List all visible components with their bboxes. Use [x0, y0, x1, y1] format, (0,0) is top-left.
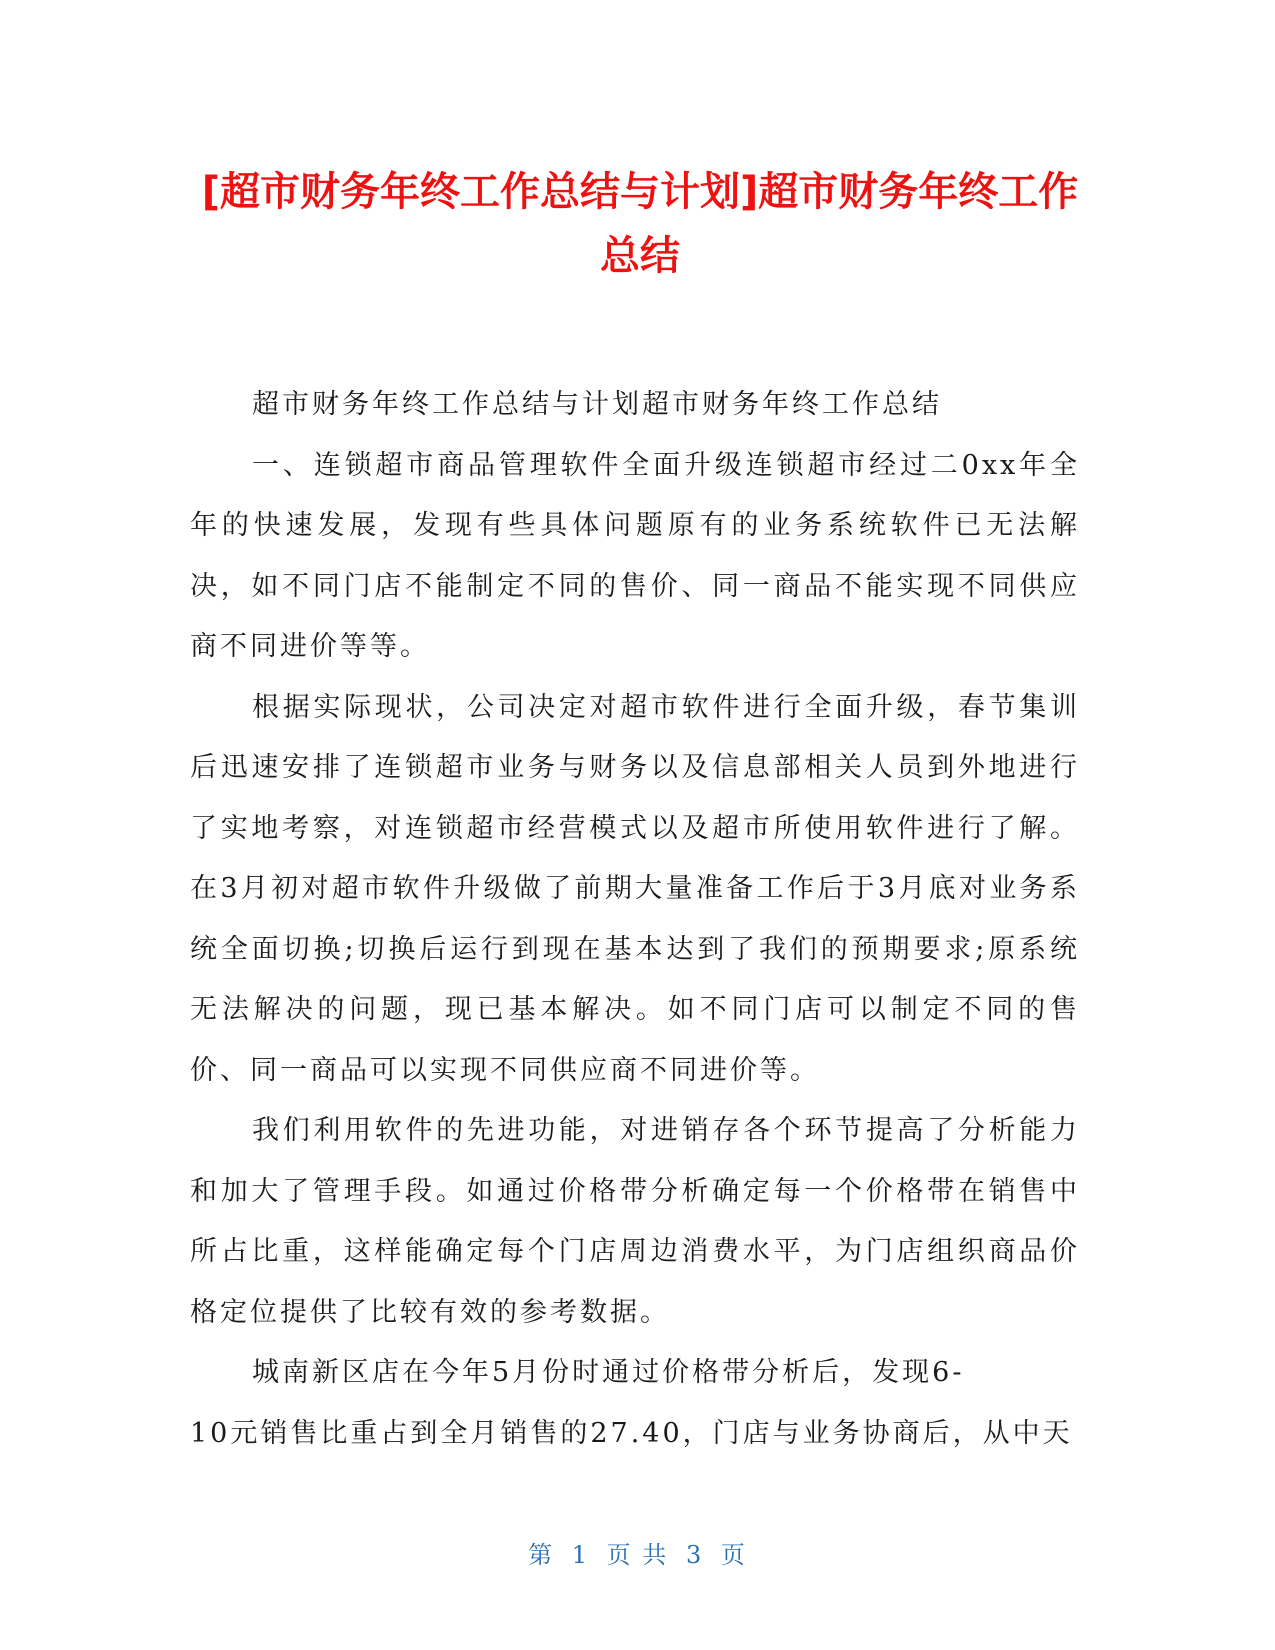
paragraph: 超市财务年终工作总结与计划超市财务年终工作总结: [252, 389, 942, 420]
document-title: [超市财务年终工作总结与计划]超市财务年终工作总结: [201, 169, 1079, 279]
footer-page-number: 1: [571, 1541, 590, 1569]
paragraph: 根据实际现状，公司决定对超市软件进行全面升级，春节集训后迅速安排了连锁超市业务与财务以及信息部相关人员到外地进行了实地考察，对连锁超市经营模式以及超市所使用软件进行了解。在3月初对超市软件升级做了前期大量准备工作后于3月底对业务系统全面切换;切换后运行到现在基本达到了我们的预期要求;原系统无法解决的问题，现已基本解决。如不同门店可以制定不同的售价、同一商品可以实现不同供应商不同进价等。: [190, 691, 1080, 1086]
paragraph: 一、连锁超市商品管理软件全面升级连锁超市经过二0xx年全年的快速发展，发现有些具体问题原有的业务系统软件已无法解决，如不同门店不能制定不同的售价、同一商品不能实现不同供应商不同进价等等。: [190, 449, 1080, 662]
footer-suffix: 页: [720, 1541, 747, 1569]
footer-total-pages: 3: [685, 1541, 704, 1569]
paragraph-continuation: 10元销售比重占到全月销售的27.40，门店与业务协商后，从中天: [190, 1417, 1073, 1449]
paragraph: 城南新区店在今年5月份时通过价格带分析后，发现6-: [252, 1357, 965, 1388]
document-body: [190, 375, 1080, 1464]
page-footer: [0, 1535, 1275, 1570]
paragraph: 我们利用软件的先进功能，对进销存各个环节提高了分析能力和加大了管理手段。如通过价格带分析确定每一个价格带在销售中所占比重，这样能确定每个门店周边消费水平，为门店组织商品价格定位提供了比较有效的参考数据。: [190, 1115, 1080, 1328]
footer-prefix: 第: [528, 1541, 555, 1569]
footer-middle: 页 共: [606, 1541, 669, 1569]
